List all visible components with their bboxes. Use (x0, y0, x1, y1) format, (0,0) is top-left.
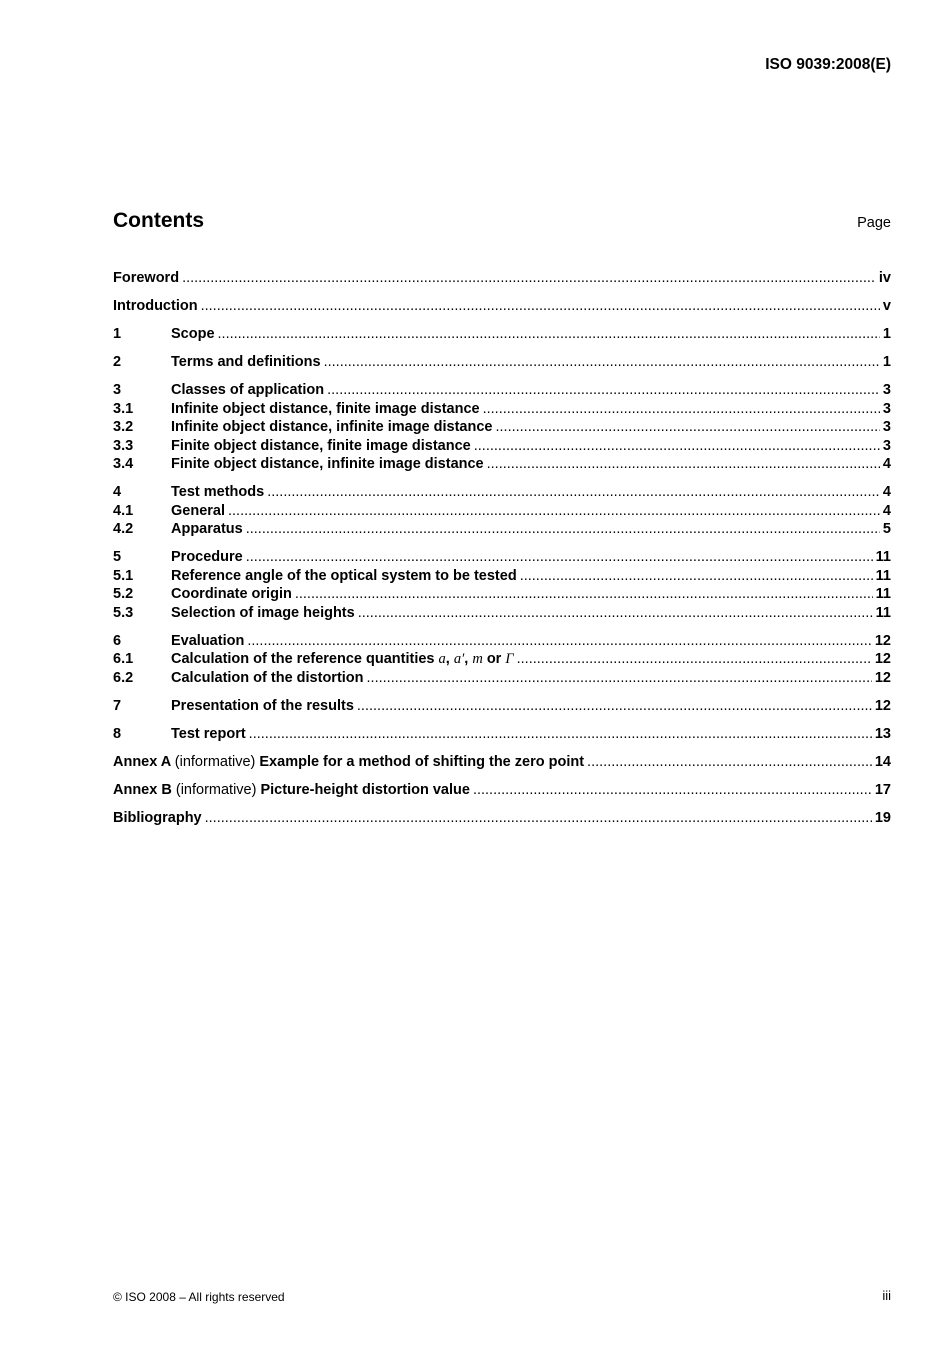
contents-heading: Contents (113, 209, 204, 232)
toc-entry-page: 12 (874, 651, 891, 667)
page-number: iii (882, 1288, 891, 1303)
toc-entry-page: 3 (882, 382, 891, 398)
toc-entry-4-1[interactable] (113, 502, 891, 521)
dot-leader (182, 269, 876, 288)
toc-entry-annex-a[interactable] (113, 753, 891, 772)
table-of-contents (113, 269, 891, 827)
dot-leader (249, 725, 872, 744)
toc-entry-1[interactable] (113, 325, 891, 344)
toc-entry-title (113, 781, 470, 800)
toc-entry-title-text: Calculation of the reference quantities (171, 651, 435, 667)
toc-entry-page: 3 (882, 437, 891, 454)
dot-leader (246, 520, 880, 539)
toc-entry-title: General (171, 502, 225, 519)
toc-entry-number: 4.1 (113, 502, 134, 519)
dot-leader (517, 650, 872, 669)
toc-entry-title: Scope (171, 326, 215, 342)
toc-entry-bibliography[interactable] (113, 809, 891, 828)
toc-entry-page: 13 (874, 725, 891, 742)
dot-leader (483, 400, 880, 419)
toc-entry-page: 1 (882, 326, 891, 342)
toc-entry-page: 12 (874, 669, 891, 686)
toc-entry-title: Finite object distance, finite image distance (171, 437, 471, 454)
toc-entry-number: 6.1 (113, 651, 134, 667)
toc-entry-page: iv (878, 270, 891, 286)
dot-leader (587, 753, 872, 772)
toc-entry-annex-b[interactable] (113, 781, 891, 800)
toc-entry-title: Foreword (113, 270, 180, 286)
toc-entry-title: Bibliography (113, 809, 202, 826)
dot-leader (473, 781, 872, 800)
toc-entry-page: 11 (875, 567, 891, 584)
dot-leader (367, 669, 872, 688)
toc-entry-page: v (882, 298, 891, 314)
dot-leader (295, 585, 873, 604)
toc-entry-title: Calculation of the distortion (171, 669, 364, 686)
toc-entry-number: 2 (113, 354, 122, 370)
toc-entry-number: 5 (113, 549, 122, 565)
toc-entry-number: 8 (113, 725, 122, 742)
symbol-m: m (472, 651, 483, 667)
toc-entry-4-2[interactable] (113, 520, 891, 539)
toc-entry-page: 12 (874, 632, 891, 649)
toc-entry-page: 12 (874, 697, 891, 714)
toc-entry-5[interactable] (113, 548, 891, 567)
toc-entry-title: Classes of application (171, 382, 325, 398)
toc-entry-3-1[interactable] (113, 400, 891, 419)
toc-entry-3-4[interactable] (113, 455, 891, 474)
toc-entry-title: Infinite object distance, infinite image distance (171, 419, 493, 435)
toc-entry-title: Evaluation (171, 632, 245, 649)
dot-leader (358, 604, 873, 623)
toc-entry-page: 4 (882, 484, 891, 500)
dot-leader (474, 437, 880, 456)
toc-entry-6-2[interactable] (113, 669, 891, 688)
dot-leader (324, 353, 880, 372)
toc-entry-3-3[interactable] (113, 437, 891, 456)
toc-entry-7[interactable] (113, 697, 891, 716)
toc-entry-5-1[interactable] (113, 567, 891, 586)
toc-entry-number: 4.2 (113, 521, 134, 537)
dot-leader (247, 632, 872, 651)
toc-entry-number: 3.4 (113, 456, 134, 472)
toc-entry-title: Apparatus (171, 521, 243, 537)
toc-entry-number: 1 (113, 326, 122, 342)
toc-entry-title: Coordinate origin (171, 586, 292, 602)
toc-entry-title: Selection of image heights (171, 604, 355, 621)
toc-entry-page: 14 (874, 753, 891, 770)
page-column-label: Page (857, 215, 891, 231)
dot-leader (246, 548, 873, 567)
toc-entry-title: Introduction (113, 298, 198, 314)
toc-entry-number: 4 (113, 484, 122, 500)
toc-entry-number: 6.2 (113, 669, 134, 686)
toc-entry-5-2[interactable] (113, 585, 891, 604)
toc-entry-number: 5.2 (113, 586, 134, 602)
toc-entry-foreword[interactable] (113, 269, 891, 288)
toc-entry-3[interactable] (113, 381, 891, 400)
toc-entry-title: Finite object distance, infinite image distance (171, 456, 484, 472)
toc-entry-page: 11 (875, 604, 891, 621)
dot-leader (267, 483, 880, 502)
annex-label: Annex A (113, 753, 171, 770)
toc-entry-page: 17 (874, 781, 891, 798)
dot-leader (495, 418, 879, 437)
toc-entry-title: Reference angle of the optical system to be tested (171, 567, 517, 584)
symbol-gamma: Γ (505, 651, 514, 667)
annex-title: Picture-height distortion value (260, 781, 470, 798)
toc-entry-number: 6 (113, 632, 122, 649)
toc-entry-introduction[interactable] (113, 297, 891, 316)
annex-title: Example for a method of shifting the zero point (259, 753, 585, 770)
toc-entry-page: 19 (874, 809, 891, 826)
toc-entry-number: 7 (113, 697, 122, 714)
toc-entry-number: 5.1 (113, 567, 134, 584)
copyright-notice: © ISO 2008 – All rights reserved (113, 1290, 285, 1304)
annex-note: (informative) (174, 753, 256, 770)
toc-entry-page: 3 (882, 419, 891, 435)
symbol-separator: , (445, 651, 454, 667)
toc-entry-number: 5.3 (113, 604, 134, 621)
symbol-a-prime: a′ (453, 651, 465, 667)
dot-leader (357, 697, 872, 716)
toc-entry-page: 4 (882, 502, 891, 519)
toc-entry-title: Presentation of the results (171, 697, 354, 714)
symbol-separator: , (464, 651, 473, 667)
annex-note: (informative) (175, 781, 257, 798)
toc-entry-2[interactable] (113, 353, 891, 372)
toc-entry-number: 3 (113, 382, 122, 398)
symbol-separator: or (482, 651, 506, 667)
annex-label: Annex B (113, 781, 172, 798)
toc-entry-4[interactable] (113, 483, 891, 502)
dot-leader (205, 809, 872, 828)
dot-leader (327, 381, 880, 400)
dot-leader (201, 297, 880, 316)
toc-entry-title (113, 753, 584, 772)
symbol-a: a (438, 651, 446, 667)
toc-entry-6[interactable] (113, 632, 891, 651)
toc-entry-8[interactable] (113, 725, 891, 744)
toc-entry-page: 5 (882, 521, 891, 537)
dot-leader (228, 502, 880, 521)
toc-entry-page: 4 (882, 456, 891, 472)
dot-leader (218, 325, 880, 344)
toc-entry-5-3[interactable] (113, 604, 891, 623)
toc-entry-title: Infinite object distance, finite image distance (171, 400, 480, 417)
toc-entry-number: 3.2 (113, 419, 134, 435)
toc-entry-title: Terms and definitions (171, 354, 321, 370)
toc-entry-number: 3.1 (113, 400, 134, 417)
toc-entry-page: 11 (875, 549, 891, 565)
toc-entry-3-2[interactable] (113, 418, 891, 437)
toc-entry-title: Test report (171, 725, 246, 742)
toc-entry-6-1[interactable] (113, 650, 891, 669)
toc-entry-page: 11 (875, 586, 891, 602)
toc-entry-number: 3.3 (113, 437, 134, 454)
toc-entry-title: Test methods (171, 484, 265, 500)
toc-entry-title (171, 650, 514, 669)
dot-leader (520, 567, 873, 586)
dot-leader (487, 455, 880, 474)
toc-entry-page: 3 (882, 400, 891, 417)
document-id: ISO 9039:2008(E) (765, 56, 891, 73)
toc-entry-title: Procedure (171, 549, 243, 565)
toc-entry-page: 1 (882, 354, 891, 370)
